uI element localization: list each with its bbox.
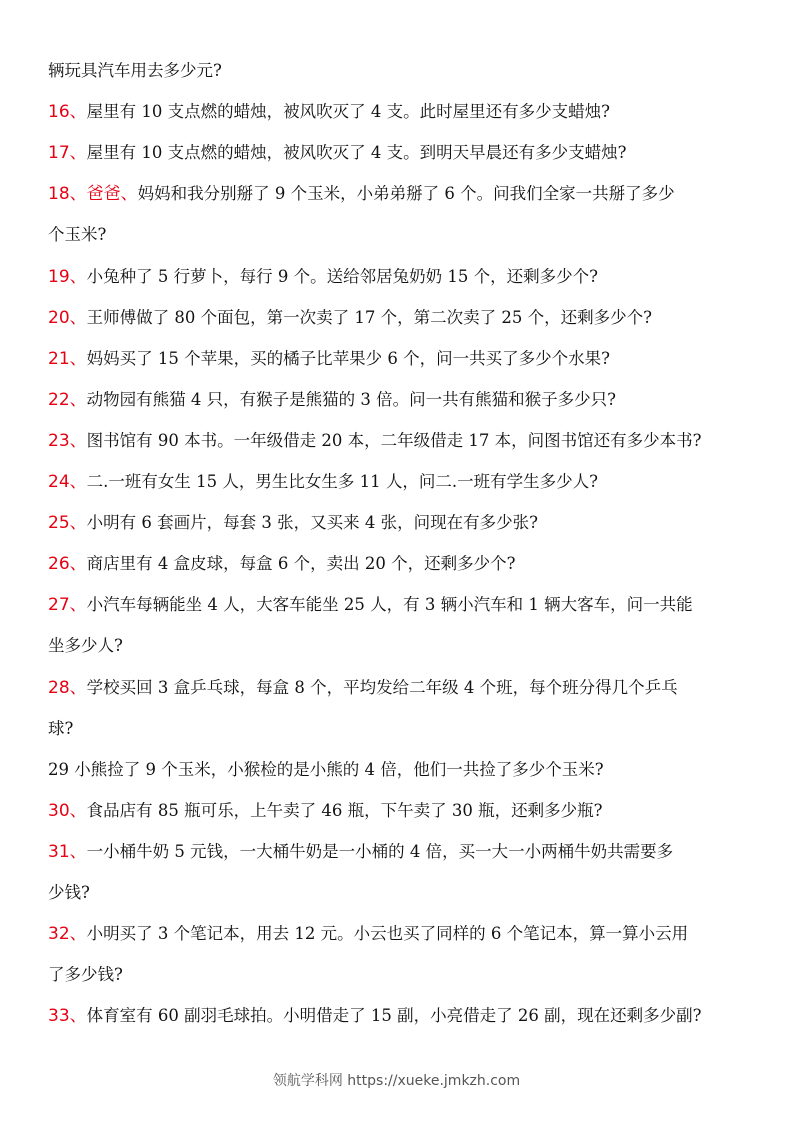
question-text: 妈妈买了 15 个苹果，买的橘子比苹果少 6 个，问一共买了多少个水果?: [86, 348, 610, 368]
question-number: 27、: [48, 595, 87, 616]
question-text: 小汽车每辆能坐 4 人，大客车能坐 25 人，有 3 辆小汽车和 1 辆大客车，问一共能: [86, 595, 693, 615]
question-number: 20、: [48, 307, 87, 328]
question-line: [48, 420, 754, 462]
question-line: [48, 954, 754, 995]
question-text: 一小桶牛奶 5 元钱，一大桶牛奶是一小桶的 4 倍，买一大一小两桶牛奶共需要多: [86, 841, 674, 861]
question-number: 19、: [48, 266, 87, 287]
question-number: 31、: [48, 841, 87, 862]
question-line: [48, 91, 754, 133]
question-line: [48, 379, 754, 421]
question-line: [48, 173, 754, 215]
question-number: 28、: [48, 677, 87, 698]
question-number: 21、: [48, 348, 87, 369]
question-line: [48, 913, 754, 955]
question-line: [48, 338, 754, 380]
question-text: 了多少钱?: [48, 965, 123, 985]
question-number: 23、: [48, 430, 87, 451]
question-text: 商店里有 4 盒皮球，每盒 6 个，卖出 20 个，还剩多少个?: [86, 554, 516, 574]
question-number: 30、: [48, 800, 87, 821]
question-line: [48, 461, 754, 503]
question-text: 体育室有 60 副羽毛球拍。小明借走了 15 副，小亮借走了 26 副，现在还剩多少副?: [86, 1006, 702, 1026]
question-number: 32、: [48, 924, 87, 945]
question-text: 二.一班有女生 15 人，男生比女生多 11 人，问二.一班有学生多少人?: [86, 472, 598, 491]
question-line: [48, 831, 754, 873]
question-text: 小明有 6 套画片，每套 3 张，又买来 4 张，问现在有多少张?: [86, 513, 538, 533]
question-text: 动物园有熊猫 4 只，有猴子是熊猫的 3 倍。问一共有熊猫和猴子多少只?: [86, 389, 616, 409]
question-number: 16、: [48, 102, 87, 123]
question-text: 球?: [48, 718, 74, 738]
question-line: [48, 625, 754, 666]
question-text: 王师傅做了 80 个面包，第一次卖了 17 个，第二次卖了 25 个，还剩多少个?: [86, 307, 652, 327]
question-line: [48, 584, 754, 626]
question-text: 妈妈和我分别掰了 9 个玉米，小弟弟掰了 6 个。问我们全家一共掰了多少: [137, 184, 675, 204]
question-text: 屋里有 10 支点燃的蜡烛，被风吹灭了 4 支。到明天早晨还有多少支蜡烛?: [86, 143, 627, 163]
question-number: 24、: [48, 472, 87, 492]
question-line: [48, 749, 754, 790]
question-text: 辆玩具汽车用去多少元?: [48, 61, 222, 80]
question-line: [48, 708, 754, 749]
question-text: 小兔种了 5 行萝卜，每行 9 个。送给邻居兔奶奶 15 个，还剩多少个?: [86, 266, 598, 286]
question-line: [48, 790, 754, 832]
question-text: 图书馆有 90 本书。一年级借走 20 本，二年级借走 17 本，问图书馆还有多少本书?: [86, 430, 702, 450]
question-number: 26、: [48, 554, 87, 575]
question-text: 29 小熊捡了 9 个玉米，小猴检的是小熊的 4 倍，他们一共捡了多少个玉米?: [48, 759, 604, 779]
question-line: [48, 297, 754, 339]
question-line: [48, 667, 754, 709]
question-text: 少钱?: [48, 883, 90, 902]
footer-watermark: 领航学科网 https://xueke.jmkzh.com: [272, 1073, 521, 1089]
question-line: [48, 50, 754, 91]
question-text: 屋里有 10 支点燃的蜡烛，被风吹灭了 4 支。此时屋里还有多少支蜡烛?: [86, 102, 610, 122]
question-number: 25、: [48, 513, 87, 534]
question-number: 17、: [48, 143, 87, 164]
question-line: [48, 214, 754, 255]
question-text: 坐多少人?: [48, 636, 123, 656]
question-line: [48, 502, 754, 544]
question-text: 个玉米?: [48, 225, 107, 245]
question-line: [48, 995, 754, 1037]
question-line: [48, 256, 754, 298]
question-text: 小明买了 3 个笔记本，用去 12 元。小云也买了同样的 6 个笔记本，算一算小云用: [86, 924, 689, 944]
question-line: [48, 132, 754, 174]
question-text: 食品店有 85 瓶可乐，上午卖了 46 瓶，下午卖了 30 瓶，还剩多少瓶?: [86, 800, 603, 820]
question-line: [48, 872, 754, 913]
question-number: 18、爸爸、: [48, 184, 138, 205]
question-text: 学校买回 3 盒乒乓球，每盒 8 个，平均发给二年级 4 个班，每个班分得几个乒乓: [86, 677, 678, 697]
question-number: 33、: [48, 1006, 87, 1027]
question-line: [48, 543, 754, 585]
question-number: 22、: [48, 389, 87, 410]
